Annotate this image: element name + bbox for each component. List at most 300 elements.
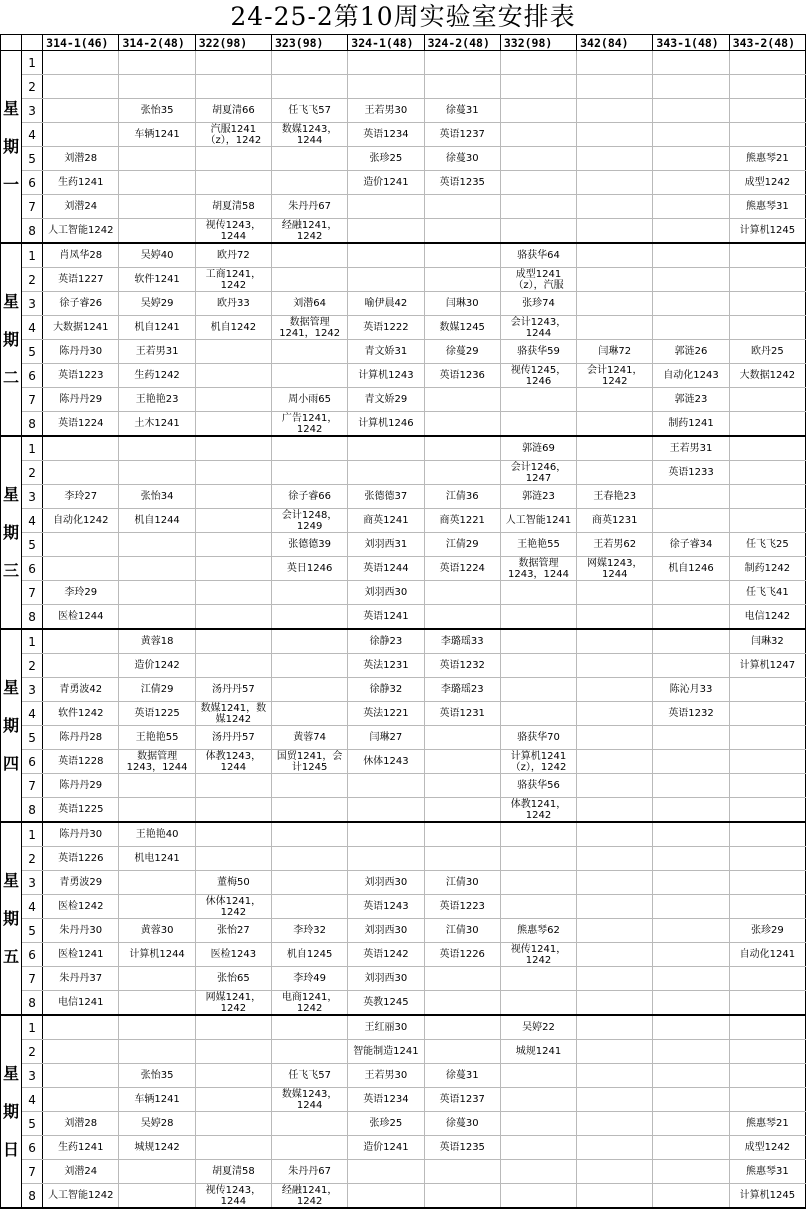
teacher-cell: [653, 774, 729, 798]
class-cell: 计算机1243: [348, 364, 424, 388]
period-number: 1: [22, 629, 43, 654]
teacher-cell: [195, 533, 271, 557]
day-label: 星期日: [1, 1015, 22, 1208]
class-cell: 商英1241: [348, 509, 424, 533]
teacher-cell: [119, 871, 195, 895]
class-cell: 医检1244: [43, 605, 119, 630]
class-cell: 视传1243，1244: [195, 219, 271, 244]
class-cell: 英语1227: [43, 268, 119, 292]
class-cell: [500, 1136, 576, 1160]
teacher-cell: [195, 1064, 271, 1088]
class-cell: 医检1242: [43, 895, 119, 919]
teacher-cell: [653, 1112, 729, 1136]
teacher-cell: 张怡65: [195, 967, 271, 991]
class-cell: 经融1241，1242: [272, 1184, 348, 1209]
teacher-cell: 徐静23: [348, 629, 424, 654]
period-number: 1: [22, 51, 43, 75]
period-number: 2: [22, 75, 43, 99]
class-cell: [424, 1040, 500, 1064]
class-cell: 视传1245，1246: [500, 364, 576, 388]
class-cell: [729, 509, 805, 533]
class-cell: [500, 702, 576, 726]
teacher-cell: [500, 967, 576, 991]
class-cell: 英语1234: [348, 123, 424, 147]
class-cell: 电信1242: [729, 605, 805, 630]
teacher-cell: 王艳艳40: [119, 822, 195, 847]
teacher-cell: [577, 292, 653, 316]
table-row: [1, 943, 806, 967]
teacher-cell: 熊惠琴31: [729, 1160, 805, 1184]
teacher-cell: [577, 774, 653, 798]
period-number: 3: [22, 678, 43, 702]
teacher-cell: 王若男30: [348, 1064, 424, 1088]
teacher-cell: [424, 967, 500, 991]
teacher-cell: [653, 485, 729, 509]
class-cell: 制药1242: [729, 557, 805, 581]
teacher-cell: 朱丹丹67: [272, 195, 348, 219]
class-cell: [43, 1040, 119, 1064]
teacher-cell: 周小雨65: [272, 388, 348, 412]
teacher-cell: 徐子睿66: [272, 485, 348, 509]
class-cell: [195, 171, 271, 195]
class-cell: [272, 1040, 348, 1064]
period-number: 2: [22, 654, 43, 678]
teacher-cell: 张怡35: [119, 99, 195, 123]
teacher-cell: 闫琳30: [424, 292, 500, 316]
class-cell: [500, 991, 576, 1016]
teacher-cell: 刘潜28: [43, 147, 119, 171]
teacher-cell: 欧丹72: [195, 243, 271, 268]
teacher-cell: 张珍25: [348, 1112, 424, 1136]
teacher-cell: 朱丹丹67: [272, 1160, 348, 1184]
teacher-cell: 青勇波29: [43, 871, 119, 895]
class-cell: 英语1236: [424, 364, 500, 388]
table-row: [1, 557, 806, 581]
teacher-cell: [500, 51, 576, 75]
teacher-cell: 李玲27: [43, 485, 119, 509]
teacher-cell: [653, 1160, 729, 1184]
period-number: 3: [22, 1064, 43, 1088]
class-cell: [272, 1136, 348, 1160]
class-cell: [119, 219, 195, 244]
class-cell: 体教1243，1244: [195, 750, 271, 774]
teacher-cell: [577, 99, 653, 123]
class-cell: 生药1241: [43, 1136, 119, 1160]
teacher-cell: [500, 871, 576, 895]
teacher-cell: 王若男31: [653, 436, 729, 461]
teacher-cell: 王若男31: [119, 340, 195, 364]
class-cell: [729, 1040, 805, 1064]
teacher-cell: 李玲29: [43, 581, 119, 605]
class-cell: 英语1225: [43, 798, 119, 823]
period-number: 6: [22, 943, 43, 967]
table-row: [1, 99, 806, 123]
table-row: [1, 412, 806, 437]
class-cell: [195, 509, 271, 533]
teacher-cell: 王艳艳23: [119, 388, 195, 412]
class-cell: [729, 847, 805, 871]
table-row: [1, 629, 806, 654]
teacher-cell: [272, 822, 348, 847]
class-cell: [424, 991, 500, 1016]
class-cell: 英语1244: [348, 557, 424, 581]
room-header: 324-1(48): [348, 35, 424, 51]
teacher-cell: [348, 436, 424, 461]
class-cell: [119, 895, 195, 919]
class-cell: 英教1245: [348, 991, 424, 1016]
class-cell: [424, 605, 500, 630]
room-header: 343-1(48): [653, 35, 729, 51]
period-number: 8: [22, 412, 43, 437]
class-cell: [729, 75, 805, 99]
class-cell: [577, 798, 653, 823]
table-row: [1, 364, 806, 388]
class-cell: [653, 75, 729, 99]
class-cell: 网媒1243，1244: [577, 557, 653, 581]
table-row: [1, 1112, 806, 1136]
teacher-cell: [729, 292, 805, 316]
teacher-cell: [500, 1160, 576, 1184]
class-cell: 国贸1241，会计1245: [272, 750, 348, 774]
teacher-cell: 青勇波42: [43, 678, 119, 702]
class-cell: 城规1241: [500, 1040, 576, 1064]
class-cell: [577, 75, 653, 99]
table-row: [1, 388, 806, 412]
teacher-cell: 江倩29: [424, 533, 500, 557]
teacher-cell: 闫琳32: [729, 629, 805, 654]
corner-cell: [1, 35, 22, 51]
class-cell: [43, 123, 119, 147]
class-cell: [729, 991, 805, 1016]
table-row: [1, 605, 806, 630]
corner-cell: [22, 35, 43, 51]
class-cell: [272, 798, 348, 823]
teacher-cell: [119, 147, 195, 171]
teacher-cell: 王红丽30: [348, 1015, 424, 1040]
teacher-cell: 江倩30: [424, 871, 500, 895]
table-row: [1, 895, 806, 919]
teacher-cell: [195, 485, 271, 509]
teacher-cell: [577, 822, 653, 847]
teacher-cell: [729, 243, 805, 268]
teacher-cell: [577, 629, 653, 654]
class-cell: [577, 1040, 653, 1064]
period-number: 5: [22, 726, 43, 750]
table-row: [1, 485, 806, 509]
class-cell: [43, 1088, 119, 1112]
teacher-cell: [424, 774, 500, 798]
teacher-cell: 黄蓉74: [272, 726, 348, 750]
class-cell: 城规1242: [119, 1136, 195, 1160]
teacher-cell: 刘羽西31: [348, 533, 424, 557]
period-number: 8: [22, 1184, 43, 1209]
class-cell: [272, 461, 348, 485]
period-number: 3: [22, 292, 43, 316]
teacher-cell: [195, 147, 271, 171]
teacher-cell: [500, 388, 576, 412]
table-row: [1, 219, 806, 244]
class-cell: [500, 847, 576, 871]
class-cell: 网媒1241，1242: [195, 991, 271, 1016]
class-cell: 人工智能1241: [500, 509, 576, 533]
table-row: [1, 292, 806, 316]
class-cell: [500, 75, 576, 99]
class-cell: [729, 412, 805, 437]
class-cell: 体教1241，1242: [500, 798, 576, 823]
class-cell: [653, 798, 729, 823]
class-cell: 商英1231: [577, 509, 653, 533]
class-cell: 车辆1241: [119, 123, 195, 147]
class-cell: [424, 798, 500, 823]
class-cell: [195, 364, 271, 388]
teacher-cell: [653, 1064, 729, 1088]
class-cell: [653, 1136, 729, 1160]
teacher-cell: [348, 195, 424, 219]
period-number: 4: [22, 509, 43, 533]
teacher-cell: [729, 774, 805, 798]
class-cell: [348, 268, 424, 292]
teacher-cell: [348, 1160, 424, 1184]
class-cell: [272, 171, 348, 195]
class-cell: [43, 654, 119, 678]
header-row: [1, 35, 806, 51]
class-cell: [119, 798, 195, 823]
teacher-cell: 郭涟23: [653, 388, 729, 412]
period-number: 6: [22, 171, 43, 195]
teacher-cell: 陈丹丹30: [43, 340, 119, 364]
teacher-cell: [424, 388, 500, 412]
table-row: [1, 243, 806, 268]
teacher-cell: 李玲32: [272, 919, 348, 943]
room-header: 314-1(46): [43, 35, 119, 51]
period-number: 2: [22, 847, 43, 871]
teacher-cell: [195, 388, 271, 412]
class-cell: [577, 268, 653, 292]
class-cell: [577, 1184, 653, 1209]
class-cell: [272, 847, 348, 871]
teacher-cell: [424, 822, 500, 847]
class-cell: 数媒1243，1244: [272, 123, 348, 147]
teacher-cell: [577, 147, 653, 171]
teacher-cell: [272, 436, 348, 461]
table-row: [1, 1064, 806, 1088]
class-cell: [43, 75, 119, 99]
teacher-cell: 陈丹丹30: [43, 822, 119, 847]
class-cell: [577, 171, 653, 195]
teacher-cell: 吴婷40: [119, 243, 195, 268]
teacher-cell: 王若男62: [577, 533, 653, 557]
class-cell: [348, 847, 424, 871]
teacher-cell: 青文娇31: [348, 340, 424, 364]
teacher-cell: 刘羽西30: [348, 871, 424, 895]
teacher-cell: 欧丹33: [195, 292, 271, 316]
class-cell: [577, 605, 653, 630]
table-row: [1, 268, 806, 292]
class-cell: [424, 750, 500, 774]
class-cell: 数据管理1243，1244: [500, 557, 576, 581]
table-row: [1, 967, 806, 991]
teacher-cell: 刘羽西30: [348, 581, 424, 605]
class-cell: [424, 75, 500, 99]
teacher-cell: [500, 678, 576, 702]
class-cell: 英日1246: [272, 557, 348, 581]
class-cell: [195, 1136, 271, 1160]
teacher-cell: [119, 774, 195, 798]
teacher-cell: 任飞飞57: [272, 99, 348, 123]
teacher-cell: 汤丹丹57: [195, 726, 271, 750]
teacher-cell: 汤丹丹57: [195, 678, 271, 702]
teacher-cell: [119, 581, 195, 605]
class-cell: [577, 702, 653, 726]
class-cell: [653, 123, 729, 147]
class-cell: [500, 605, 576, 630]
period-number: 7: [22, 967, 43, 991]
class-cell: 英语1235: [424, 171, 500, 195]
teacher-cell: [195, 340, 271, 364]
teacher-cell: [119, 533, 195, 557]
teacher-cell: 张珍25: [348, 147, 424, 171]
teacher-cell: 李玲49: [272, 967, 348, 991]
class-cell: [348, 1184, 424, 1209]
class-cell: 会计1248，1249: [272, 509, 348, 533]
table-row: [1, 919, 806, 943]
teacher-cell: 胡夏清58: [195, 195, 271, 219]
room-header: 324-2(48): [424, 35, 500, 51]
teacher-cell: [729, 871, 805, 895]
class-cell: 机自1244: [119, 509, 195, 533]
class-cell: 英语1233: [653, 461, 729, 485]
teacher-cell: 黄蓉30: [119, 919, 195, 943]
class-cell: [577, 316, 653, 340]
table-row: [1, 1184, 806, 1209]
class-cell: 人工智能1242: [43, 1184, 119, 1209]
class-cell: 数媒1243，1244: [272, 1088, 348, 1112]
teacher-cell: [729, 485, 805, 509]
table-row: [1, 654, 806, 678]
teacher-cell: [43, 436, 119, 461]
teacher-cell: 欧丹25: [729, 340, 805, 364]
class-cell: 软件1242: [43, 702, 119, 726]
teacher-cell: 徐蔓30: [424, 147, 500, 171]
teacher-cell: [195, 774, 271, 798]
teacher-cell: 江倩30: [424, 919, 500, 943]
class-cell: 自动化1242: [43, 509, 119, 533]
teacher-cell: [424, 1015, 500, 1040]
table-row: [1, 316, 806, 340]
period-number: 4: [22, 702, 43, 726]
class-cell: 英语1231: [424, 702, 500, 726]
schedule-body: [1, 51, 806, 1209]
teacher-cell: [577, 1015, 653, 1040]
day-label: 星期二: [1, 243, 22, 436]
teacher-cell: [272, 1015, 348, 1040]
teacher-cell: 任飞飞41: [729, 581, 805, 605]
class-cell: 土木1241: [119, 412, 195, 437]
period-number: 2: [22, 268, 43, 292]
class-cell: [119, 557, 195, 581]
class-cell: [500, 171, 576, 195]
class-cell: 工商1241，1242: [195, 268, 271, 292]
class-cell: [424, 219, 500, 244]
teacher-cell: [43, 51, 119, 75]
class-cell: 自动化1241: [729, 943, 805, 967]
class-cell: 计算机1241（z），1242: [500, 750, 576, 774]
teacher-cell: [577, 388, 653, 412]
period-number: 7: [22, 388, 43, 412]
class-cell: [424, 268, 500, 292]
class-cell: [348, 75, 424, 99]
class-cell: 生药1241: [43, 171, 119, 195]
period-number: 7: [22, 1160, 43, 1184]
teacher-cell: [577, 581, 653, 605]
class-cell: [653, 895, 729, 919]
teacher-cell: 闫琳27: [348, 726, 424, 750]
table-row: [1, 75, 806, 99]
teacher-cell: [195, 436, 271, 461]
teacher-cell: [272, 581, 348, 605]
period-number: 2: [22, 461, 43, 485]
teacher-cell: [43, 99, 119, 123]
class-cell: [500, 123, 576, 147]
teacher-cell: 郭涟26: [653, 340, 729, 364]
class-cell: [729, 123, 805, 147]
teacher-cell: 骆获华56: [500, 774, 576, 798]
table-row: [1, 678, 806, 702]
teacher-cell: 熊惠琴21: [729, 147, 805, 171]
class-cell: 医检1243: [195, 943, 271, 967]
teacher-cell: [348, 51, 424, 75]
teacher-cell: [729, 678, 805, 702]
class-cell: 英语1222: [348, 316, 424, 340]
class-cell: 机自1245: [272, 943, 348, 967]
class-cell: 英语1235: [424, 1136, 500, 1160]
teacher-cell: 陈沁月33: [653, 678, 729, 702]
class-cell: 数媒1241，数媒1242: [195, 702, 271, 726]
teacher-cell: [577, 436, 653, 461]
class-cell: [119, 991, 195, 1016]
teacher-cell: [653, 195, 729, 219]
class-cell: [272, 75, 348, 99]
class-cell: 英语1241: [348, 605, 424, 630]
table-row: [1, 461, 806, 485]
class-cell: 计算机1246: [348, 412, 424, 437]
class-cell: 成型1242: [729, 1136, 805, 1160]
page-title: 24-25-2第10周实验室安排表: [230, 2, 576, 31]
room-header: 323(98): [272, 35, 348, 51]
period-number: 5: [22, 340, 43, 364]
class-cell: [653, 991, 729, 1016]
teacher-cell: [272, 51, 348, 75]
period-number: 7: [22, 774, 43, 798]
class-cell: [500, 412, 576, 437]
class-cell: [653, 847, 729, 871]
period-number: 6: [22, 557, 43, 581]
table-row: [1, 171, 806, 195]
class-cell: [653, 1040, 729, 1064]
class-cell: [272, 702, 348, 726]
class-cell: 电商1241，1242: [272, 991, 348, 1016]
teacher-cell: [653, 243, 729, 268]
class-cell: 成型1241（z），汽服: [500, 268, 576, 292]
class-cell: 会计1243，1244: [500, 316, 576, 340]
teacher-cell: [272, 147, 348, 171]
teacher-cell: [577, 51, 653, 75]
teacher-cell: [500, 195, 576, 219]
period-number: 1: [22, 822, 43, 847]
teacher-cell: [653, 292, 729, 316]
class-cell: 英语1226: [424, 943, 500, 967]
teacher-cell: [653, 726, 729, 750]
